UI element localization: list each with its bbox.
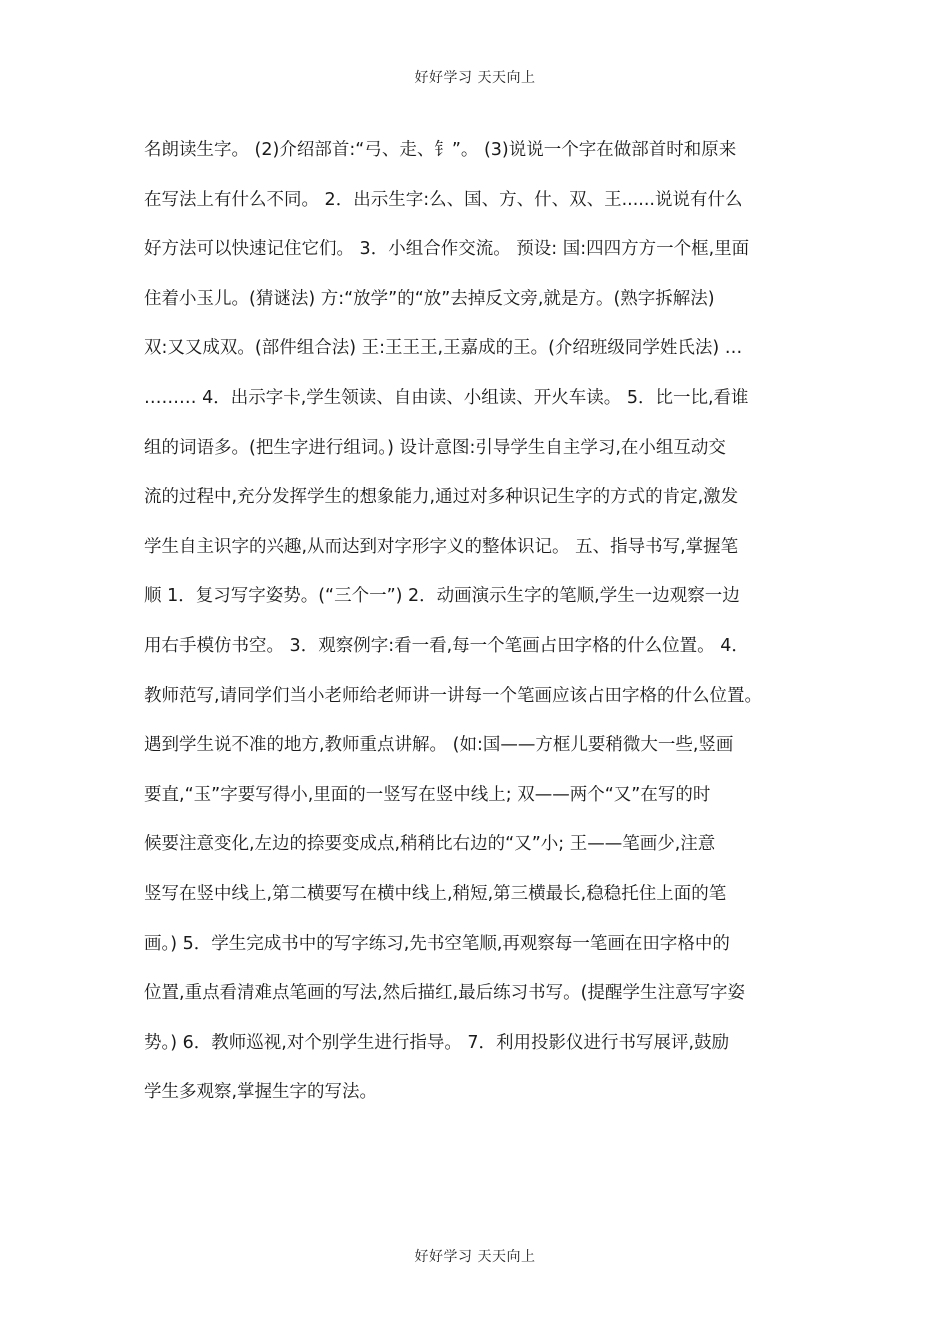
body-line: 教师范写,请同学们当小老师给老师讲一讲每一个笔画应该占田字格的什么位置。 (144, 685, 763, 706)
body-line: 位置,重点看清难点笔画的写法,然后描红,最后练习书写。(提醒学生注意写字姿 (144, 983, 746, 1004)
body-line: 学生多观察,掌握生字的写法。 (144, 1082, 378, 1103)
body-line: 画。) 5．学生完成书中的写字练习,先书空笔顺,再观察每一笔画在田字格中的 (144, 933, 730, 954)
body-line: 流的过程中,充分发挥学生的想象能力,通过对多种识记生字的方式的肯定,激发 (144, 487, 739, 508)
body-line: 竖写在竖中线上,第二横要写在横中线上,稍短,第三横最长,稳稳托住上面的笔 (144, 883, 727, 904)
body-line: 势。) 6．教师巡视,对个别学生进行指导。 7．利用投影仪进行书写展评,鼓励 (144, 1032, 730, 1053)
body-line: 好方法可以快速记住它们。 3．小组合作交流。 预设: 国:四四方方一个框,里面 (144, 239, 750, 260)
body-line: 学生自主识字的兴趣,从而达到对字形字义的整体识记。 五、指导书写,掌握笔 (144, 536, 739, 557)
body-line: 要直,“玉”字要写得小,里面的一竖写在竖中线上; 双——两个“又”在写的时 (144, 784, 711, 805)
body-line: 在写法上有什么不同。 2．出示生字:么、国、方、什、双、王......说说有什么 (144, 189, 743, 210)
body-line: 组的词语多。(把生字进行组词。) 设计意图:引导学生自主学习,在小组互动交 (144, 437, 726, 458)
body-line: 双:又又成双。(部件组合法) 王:王王王,王嘉成的王。(介绍班级同学姓氏法) … (144, 338, 743, 359)
body-line: 遇到学生说不准的地方,教师重点讲解。 (如:国——方框儿要稍微大一些,竖画 (144, 735, 734, 756)
body-line: 候要注意变化,左边的捺要变成点,稍稍比右边的“又”小; 王——笔画少,注意 (144, 834, 716, 855)
body-line: 名朗读生字。 (2)介绍部首:“弓、走、钅”。 (3)说说一个字在做部首时和原来 (144, 140, 737, 160)
page-footer: 好好学习 天天向上 (414, 1249, 536, 1265)
body-line: 用右手模仿书空。 3．观察例字:看一看,每一个笔画占田字格的什么位置。 4． (144, 635, 749, 656)
body-line: 顺 1．复习写字姿势。(“三个一”) 2．动画演示生字的笔顺,学生一边观察一边 (144, 586, 740, 607)
page-header: 好好学习 天天向上 (414, 70, 536, 86)
document-body (144, 126, 820, 1118)
body-line: 住着小玉儿。(猜谜法) 方:“放学”的“放”去掉反文旁,就是方。(熟字拆解法) (144, 288, 715, 309)
body-line: ……… 4．出示字卡,学生领读、自由读、小组读、开火车读。 5．比一比,看谁 (144, 387, 749, 408)
